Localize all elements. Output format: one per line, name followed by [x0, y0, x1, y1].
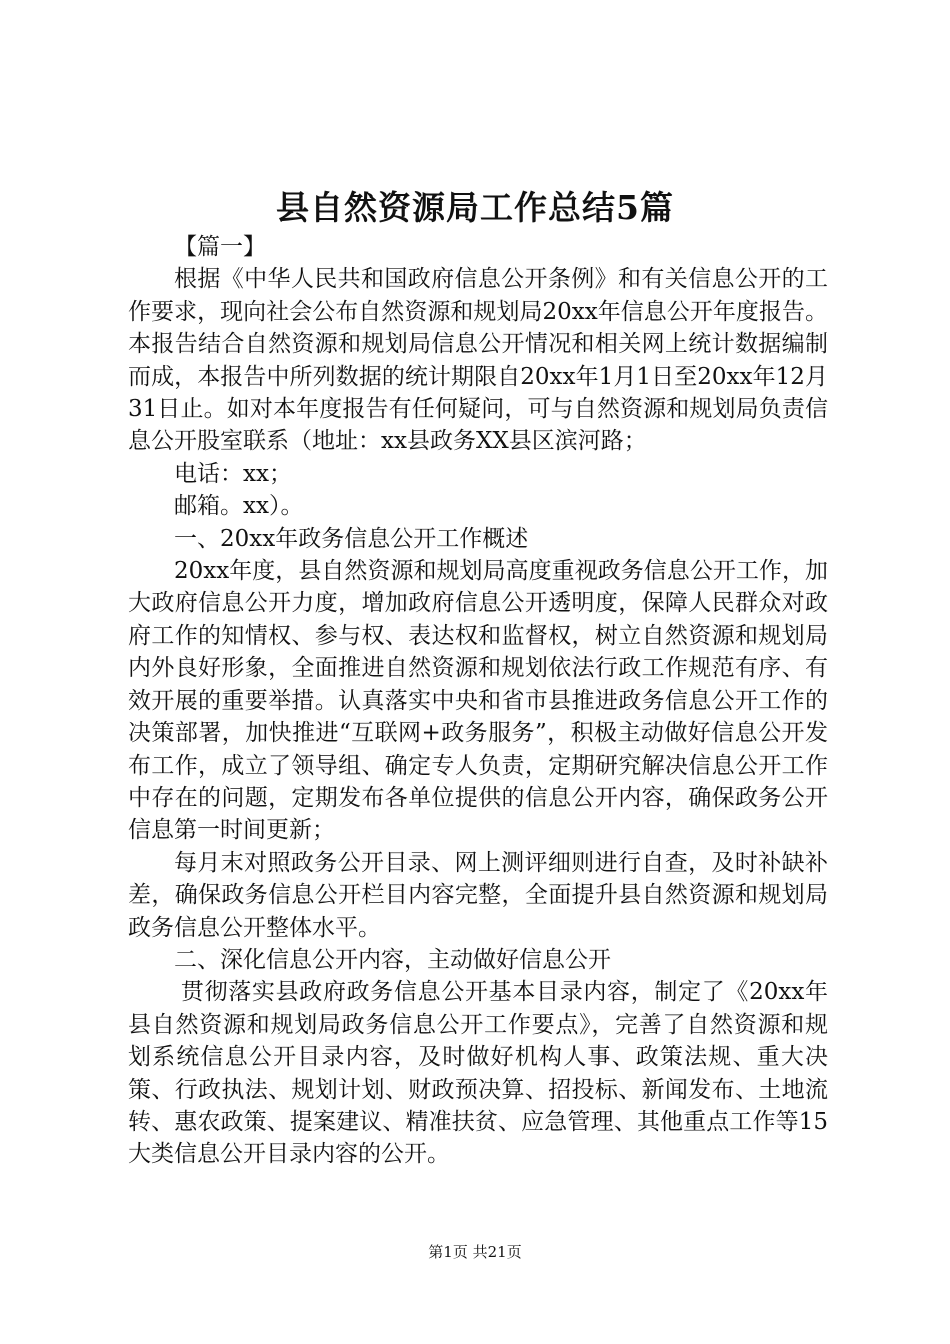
paragraph: 每月末对照政务公开目录、网上测评细则进行自查，及时补缺补差，确保政务信息公开栏目内容完整，全面提升县自然资源和规划局政务信息公开整体水平。 [128, 849, 828, 941]
page-footer: 第1页 共21页 [428, 1243, 522, 1261]
paragraph: 20xx年度，县自然资源和规划局高度重视政务信息公开工作，加大政府信息公开力度，增加政府信息公开透明度，保障人民群众对政府工作的知情权、参与权、表达权和监督权，树立自然资源和规划局内外良好形象，全面推进自然资源和规划依法行政工作规范有序、有效开展的重要举措。认真落实中央和省市县推进政务信息公开工作的决策部署，加快推进“互联网+政务服务”，积极主动做好信息公开发布工作，成立了领导组、确定专人负责，定期研究解决信息公开工作中存在的问题，定期发布各单位提供的信息公开内容，确保政务公开信息第一时间更新； [128, 558, 828, 844]
paragraph: 根据《中华人民共和国政府信息公开条例》和有关信息公开的工作要求，现向社会公布自然资源和规划局20xx年信息公开年度报告。本报告结合自然资源和规划局信息公开情况和相关网上统计数据编制而成，本报告中所列数据的统计期限自20xx年1月1日至20xx年12月31日止。如对本年度报告有任何疑问，可与自然资源和规划局负责信息公开股室联系（地址：xx县政务XX县区滨河路； [128, 266, 828, 455]
section-heading: 一、20xx年政务信息公开工作概述 [174, 525, 529, 552]
paragraph: 贯彻落实县政府政务信息公开基本目录内容，制定了《20xx年县自然资源和规划局政务信息公开工作要点》，完善了自然资源和规划系统信息公开目录内容，及时做好机构人事、政策法规、重大决策、行政执法、规划计划、财政预决算、招投标、新闻发布、土地流转、惠农政策、提案建议、精准扶贫、应急管理、其他重点工作等15大类信息公开目录内容的公开。 [128, 979, 828, 1168]
paragraph-email: 邮箱。xx）。 [174, 493, 304, 520]
document-body [128, 231, 828, 1171]
document-title: 县自然资源局工作总结5篇 [276, 188, 674, 227]
section-heading: 二、深化信息公开内容，主动做好信息公开 [174, 946, 611, 973]
paragraph-phone: 电话：xx； [174, 460, 292, 487]
section-label: 【篇一】 [174, 234, 266, 260]
